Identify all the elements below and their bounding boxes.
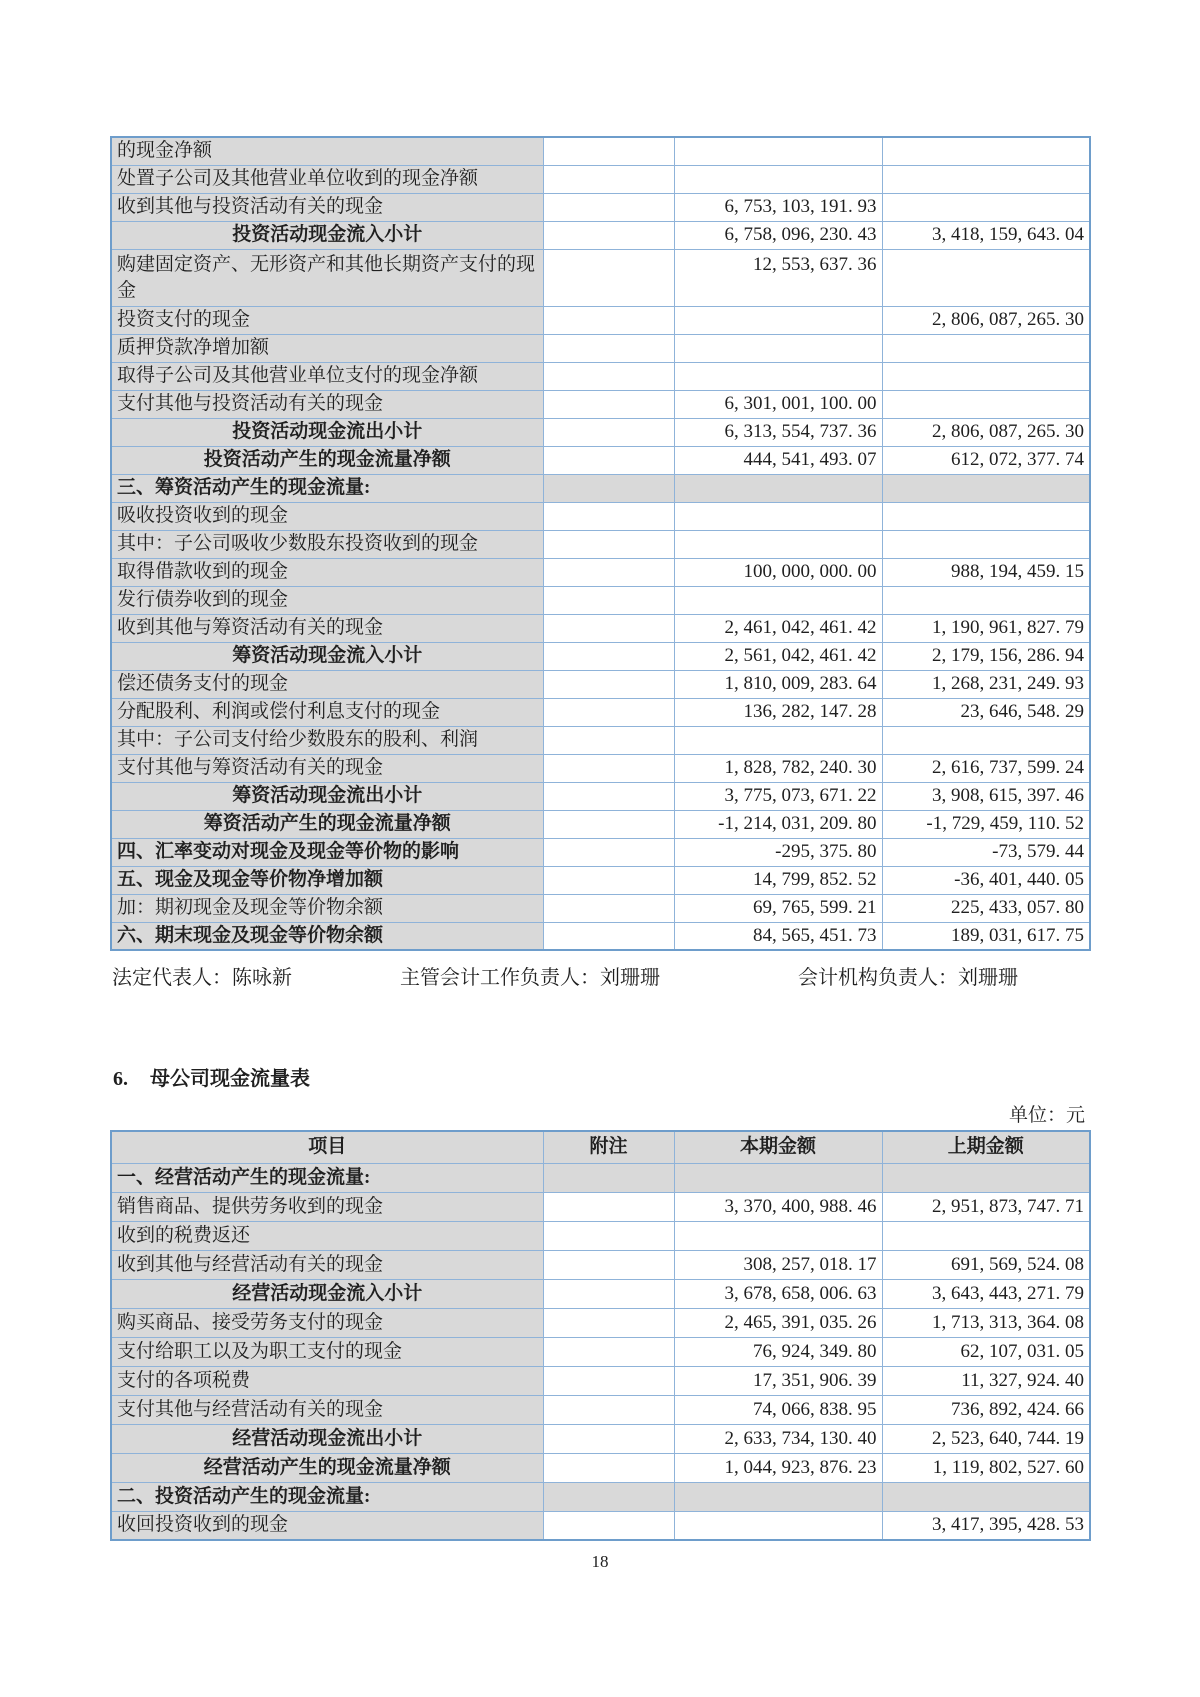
current-amount-cell: [674, 726, 882, 754]
table-header-row: [111, 1131, 1090, 1163]
current-amount-cell: 6, 753, 103, 191. 93: [674, 193, 882, 221]
current-amount-cell: 74, 066, 838. 95: [674, 1395, 882, 1424]
prior-amount-cell: 1, 190, 961, 827. 79: [882, 614, 1090, 642]
table-row: [111, 894, 1090, 922]
row-label: 投资活动现金流出小计: [111, 418, 543, 446]
row-label: 六、期末现金及现金等价物余额: [111, 922, 543, 950]
table-body: [111, 137, 1090, 950]
row-label: 吸收投资收到的现金: [111, 502, 543, 530]
prior-amount-cell: 612, 072, 377. 74: [882, 446, 1090, 474]
row-label: 销售商品、提供劳务收到的现金: [111, 1192, 543, 1221]
row-label: 二、投资活动产生的现金流量:: [111, 1482, 543, 1511]
row-label: 偿还债务支付的现金: [111, 670, 543, 698]
table-row: [111, 193, 1090, 221]
note-cell: [543, 922, 674, 950]
current-amount-cell: 17, 351, 906. 39: [674, 1366, 882, 1395]
row-label: 取得子公司及其他营业单位支付的现金净额: [111, 362, 543, 390]
row-label: 三、筹资活动产生的现金流量:: [111, 474, 543, 502]
row-label: 其中：子公司吸收少数股东投资收到的现金: [111, 530, 543, 558]
current-amount-cell: [674, 362, 882, 390]
row-label: 支付的各项税费: [111, 1366, 543, 1395]
current-amount-cell: 6, 301, 001, 100. 00: [674, 390, 882, 418]
prior-amount-cell: 3, 418, 159, 643. 04: [882, 221, 1090, 249]
note-cell: [543, 474, 674, 502]
prior-amount-cell: 2, 179, 156, 286. 94: [882, 642, 1090, 670]
header-current-amount: 本期金额: [674, 1131, 882, 1163]
prior-amount-cell: 225, 433, 057. 80: [882, 894, 1090, 922]
prior-amount-cell: [882, 390, 1090, 418]
note-cell: [543, 614, 674, 642]
current-amount-cell: [674, 1163, 882, 1192]
row-label: 一、经营活动产生的现金流量:: [111, 1163, 543, 1192]
row-label: 收到的税费返还: [111, 1221, 543, 1250]
table-row: [111, 1395, 1090, 1424]
current-amount-cell: 6, 313, 554, 737. 36: [674, 418, 882, 446]
table-row: [111, 614, 1090, 642]
note-cell: [543, 1511, 674, 1540]
prior-amount-cell: [882, 502, 1090, 530]
table-row: [111, 165, 1090, 193]
row-label: 其中：子公司支付给少数股东的股利、利润: [111, 726, 543, 754]
prior-amount-cell: [882, 726, 1090, 754]
table-row: [111, 1221, 1090, 1250]
prior-amount-cell: 2, 806, 087, 265. 30: [882, 306, 1090, 334]
prior-amount-cell: 1, 119, 802, 527. 60: [882, 1453, 1090, 1482]
prior-amount-cell: 23, 646, 548. 29: [882, 698, 1090, 726]
note-cell: [543, 670, 674, 698]
table-row: [111, 1366, 1090, 1395]
prior-amount-cell: -36, 401, 440. 05: [882, 866, 1090, 894]
header-item: 项目: [111, 1131, 543, 1163]
prior-amount-cell: 1, 268, 231, 249. 93: [882, 670, 1090, 698]
row-label: 加：期初现金及现金等价物余额: [111, 894, 543, 922]
note-cell: [543, 698, 674, 726]
table-row: [111, 1308, 1090, 1337]
prior-amount-cell: [882, 530, 1090, 558]
current-amount-cell: [674, 334, 882, 362]
note-cell: [543, 221, 674, 249]
note-cell: [543, 1163, 674, 1192]
current-amount-cell: 2, 461, 042, 461. 42: [674, 614, 882, 642]
row-label: 收到其他与投资活动有关的现金: [111, 193, 543, 221]
page-number: 18: [591, 1552, 609, 1571]
prior-amount-cell: 3, 908, 615, 397. 46: [882, 782, 1090, 810]
current-amount-cell: 3, 370, 400, 988. 46: [674, 1192, 882, 1221]
current-amount-cell: 6, 758, 096, 230. 43: [674, 221, 882, 249]
note-cell: [543, 838, 674, 866]
table-row: [111, 362, 1090, 390]
row-label: 投资活动产生的现金流量净额: [111, 446, 543, 474]
table-row: [111, 390, 1090, 418]
row-label: 经营活动产生的现金流量净额: [111, 1453, 543, 1482]
table-row: [111, 1250, 1090, 1279]
table-row: [111, 418, 1090, 446]
note-cell: [543, 362, 674, 390]
table-body: [111, 1163, 1090, 1540]
prior-amount-cell: [882, 1221, 1090, 1250]
current-amount-cell: -1, 214, 031, 209. 80: [674, 810, 882, 838]
table-row: [111, 1337, 1090, 1366]
prior-amount-cell: 3, 643, 443, 271. 79: [882, 1279, 1090, 1308]
note-cell: [543, 1453, 674, 1482]
table-row: [111, 306, 1090, 334]
current-amount-cell: [674, 1221, 882, 1250]
current-amount-cell: [674, 502, 882, 530]
table-row: [111, 474, 1090, 502]
current-amount-cell: [674, 1511, 882, 1540]
row-label: 取得借款收到的现金: [111, 558, 543, 586]
current-amount-cell: [674, 137, 882, 165]
table-row: [111, 782, 1090, 810]
current-amount-cell: 136, 282, 147. 28: [674, 698, 882, 726]
table-row: [111, 502, 1090, 530]
table-row: [111, 1453, 1090, 1482]
prior-amount-cell: 2, 951, 873, 747. 71: [882, 1192, 1090, 1221]
note-cell: [543, 1482, 674, 1511]
note-cell: [543, 334, 674, 362]
current-amount-cell: 1, 828, 782, 240. 30: [674, 754, 882, 782]
note-cell: [543, 165, 674, 193]
current-amount-cell: 1, 810, 009, 283. 64: [674, 670, 882, 698]
table-row: [111, 670, 1090, 698]
note-cell: [543, 1424, 674, 1453]
prior-amount-cell: 2, 806, 087, 265. 30: [882, 418, 1090, 446]
note-cell: [543, 782, 674, 810]
prior-amount-cell: -73, 579. 44: [882, 838, 1090, 866]
note-cell: [543, 137, 674, 165]
prior-amount-cell: [882, 193, 1090, 221]
row-label: 收到其他与经营活动有关的现金: [111, 1250, 543, 1279]
table-row: [111, 866, 1090, 894]
prior-amount-cell: 736, 892, 424. 66: [882, 1395, 1090, 1424]
note-cell: [543, 193, 674, 221]
table-row: [111, 922, 1090, 950]
row-label: 支付给职工以及为职工支付的现金: [111, 1337, 543, 1366]
table-row: [111, 810, 1090, 838]
prior-amount-cell: [882, 1482, 1090, 1511]
row-label: 四、汇率变动对现金及现金等价物的影响: [111, 838, 543, 866]
row-label: 收到其他与筹资活动有关的现金: [111, 614, 543, 642]
current-amount-cell: [674, 530, 882, 558]
prior-amount-cell: 691, 569, 524. 08: [882, 1250, 1090, 1279]
note-cell: [543, 418, 674, 446]
table-row: [111, 698, 1090, 726]
note-cell: [543, 642, 674, 670]
table-row: [111, 1279, 1090, 1308]
section-title: 母公司现金流量表: [150, 1068, 310, 1090]
prior-amount-cell: [882, 249, 1090, 306]
row-label: 筹资活动现金流入小计: [111, 642, 543, 670]
current-amount-cell: 2, 633, 734, 130. 40: [674, 1424, 882, 1453]
consolidated-cash-flow-table-continued: [110, 136, 1091, 951]
prior-amount-cell: 3, 417, 395, 428. 53: [882, 1511, 1090, 1540]
prior-amount-cell: [882, 137, 1090, 165]
table-row: [111, 1424, 1090, 1453]
table-row: [111, 558, 1090, 586]
accounting-dept-head-signature: 会计机构负责人：刘珊珊: [798, 967, 1018, 989]
row-label: 质押贷款净增加额: [111, 334, 543, 362]
table-row: [111, 1192, 1090, 1221]
section-number: 6.: [113, 1068, 128, 1090]
current-amount-cell: 3, 678, 658, 006. 63: [674, 1279, 882, 1308]
row-label: 发行债券收到的现金: [111, 586, 543, 614]
note-cell: [543, 1366, 674, 1395]
current-amount-cell: 2, 465, 391, 035. 26: [674, 1308, 882, 1337]
unit-label: 单位：元: [1008, 1105, 1085, 1126]
parent-company-cash-flow-table: [110, 1130, 1091, 1541]
signature-line: [110, 961, 1089, 989]
current-amount-cell: 76, 924, 349. 80: [674, 1337, 882, 1366]
prior-amount-cell: 11, 327, 924. 40: [882, 1366, 1090, 1395]
prior-amount-cell: [882, 474, 1090, 502]
table-row: [111, 586, 1090, 614]
prior-amount-cell: [882, 1163, 1090, 1192]
legal-representative-signature: 法定代表人：陈咏新: [112, 967, 292, 989]
current-amount-cell: 1, 044, 923, 876. 23: [674, 1453, 882, 1482]
prior-amount-cell: [882, 165, 1090, 193]
row-label: 的现金净额: [111, 137, 543, 165]
current-amount-cell: 308, 257, 018. 17: [674, 1250, 882, 1279]
table-row: [111, 137, 1090, 165]
table-row: [111, 838, 1090, 866]
table-row: [111, 221, 1090, 249]
prior-amount-cell: 2, 523, 640, 744. 19: [882, 1424, 1090, 1453]
prior-amount-cell: -1, 729, 459, 110. 52: [882, 810, 1090, 838]
table-row: [111, 1511, 1090, 1540]
row-label: 收回投资收到的现金: [111, 1511, 543, 1540]
note-cell: [543, 586, 674, 614]
note-cell: [543, 810, 674, 838]
row-label: 购买商品、接受劳务支付的现金: [111, 1308, 543, 1337]
prior-amount-cell: 189, 031, 617. 75: [882, 922, 1090, 950]
current-amount-cell: [674, 474, 882, 502]
current-amount-cell: 100, 000, 000. 00: [674, 558, 882, 586]
current-amount-cell: [674, 586, 882, 614]
current-amount-cell: 69, 765, 599. 21: [674, 894, 882, 922]
note-cell: [543, 446, 674, 474]
current-amount-cell: 84, 565, 451. 73: [674, 922, 882, 950]
current-amount-cell: [674, 165, 882, 193]
note-cell: [543, 1337, 674, 1366]
note-cell: [543, 1308, 674, 1337]
current-amount-cell: [674, 306, 882, 334]
row-label: 投资活动现金流入小计: [111, 221, 543, 249]
note-cell: [543, 894, 674, 922]
note-cell: [543, 502, 674, 530]
current-amount-cell: [674, 1482, 882, 1511]
table-row: [111, 249, 1090, 306]
current-amount-cell: 2, 561, 042, 461. 42: [674, 642, 882, 670]
table-row: [111, 726, 1090, 754]
current-amount-cell: -295, 375. 80: [674, 838, 882, 866]
row-label: 支付其他与经营活动有关的现金: [111, 1395, 543, 1424]
current-amount-cell: 14, 799, 852. 52: [674, 866, 882, 894]
row-label: 五、现金及现金等价物净增加额: [111, 866, 543, 894]
note-cell: [543, 1279, 674, 1308]
header-prior-amount: 上期金额: [882, 1131, 1090, 1163]
note-cell: [543, 306, 674, 334]
note-cell: [543, 1395, 674, 1424]
prior-amount-cell: [882, 334, 1090, 362]
note-cell: [543, 530, 674, 558]
row-label: 支付其他与投资活动有关的现金: [111, 390, 543, 418]
current-amount-cell: 444, 541, 493. 07: [674, 446, 882, 474]
row-label: 经营活动现金流出小计: [111, 1424, 543, 1453]
note-cell: [543, 1221, 674, 1250]
row-label: 支付其他与筹资活动有关的现金: [111, 754, 543, 782]
table-row: [111, 334, 1090, 362]
header-note: 附注: [543, 1131, 674, 1163]
current-amount-cell: 12, 553, 637. 36: [674, 249, 882, 306]
row-label: 经营活动现金流入小计: [111, 1279, 543, 1308]
row-label: 投资支付的现金: [111, 306, 543, 334]
row-label: 购建固定资产、无形资产和其他长期资产支付的现金: [111, 249, 543, 306]
prior-amount-cell: 2, 616, 737, 599. 24: [882, 754, 1090, 782]
chief-accounting-officer-signature: 主管会计工作负责人：刘珊珊: [400, 967, 660, 989]
prior-amount-cell: 988, 194, 459. 15: [882, 558, 1090, 586]
prior-amount-cell: [882, 586, 1090, 614]
note-cell: [543, 866, 674, 894]
row-label: 分配股利、利润或偿付利息支付的现金: [111, 698, 543, 726]
note-cell: [543, 1192, 674, 1221]
note-cell: [543, 390, 674, 418]
prior-amount-cell: [882, 362, 1090, 390]
table-row: [111, 1482, 1090, 1511]
note-cell: [543, 754, 674, 782]
table-row: [111, 642, 1090, 670]
note-cell: [543, 249, 674, 306]
prior-amount-cell: 1, 713, 313, 364. 08: [882, 1308, 1090, 1337]
current-amount-cell: 3, 775, 073, 671. 22: [674, 782, 882, 810]
table-row: [111, 1163, 1090, 1192]
note-cell: [543, 558, 674, 586]
row-label: 筹资活动产生的现金流量净额: [111, 810, 543, 838]
section-heading: [113, 1062, 310, 1091]
table-row: [111, 754, 1090, 782]
row-label: 筹资活动现金流出小计: [111, 782, 543, 810]
table-row: [111, 530, 1090, 558]
row-label: 处置子公司及其他营业单位收到的现金净额: [111, 165, 543, 193]
note-cell: [543, 726, 674, 754]
table-row: [111, 446, 1090, 474]
prior-amount-cell: 62, 107, 031. 05: [882, 1337, 1090, 1366]
note-cell: [543, 1250, 674, 1279]
